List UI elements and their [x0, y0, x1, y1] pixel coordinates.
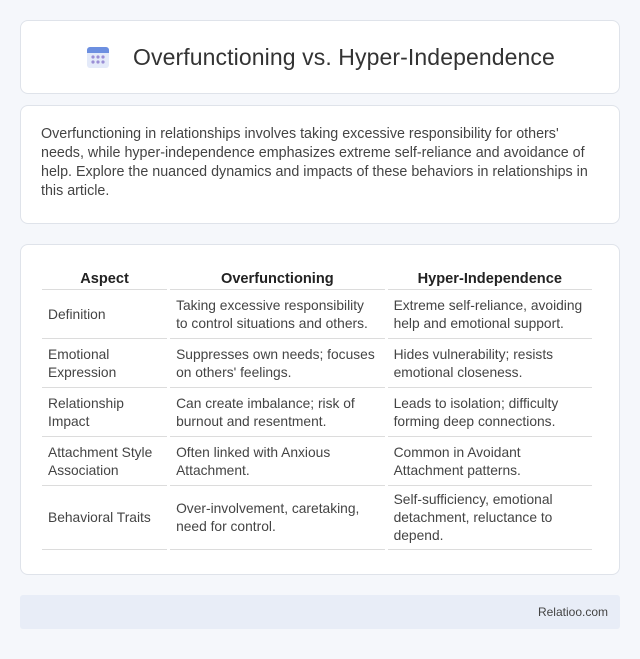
table-cell: Hides vulnerability; resists emotional closeness.: [388, 339, 592, 388]
footer-brand: Relatioo.com: [537, 605, 608, 619]
comparison-card: [20, 244, 620, 575]
intro-text: Overfunctioning in relationships involves taking excessive responsibility for others' needs, while hyper-independence emphasizes extreme self-reliance and avoidance of help. Explore the nuanced dynamics and impacts of these behaviors in relationships in this article.: [41, 126, 588, 199]
calendar-icon: [85, 44, 111, 70]
table-cell: Attachment Style Association: [42, 437, 167, 486]
table-cell: Often linked with Anxious Attachment.: [170, 437, 385, 486]
column-header-overfunctioning: Overfunctioning: [170, 265, 385, 290]
table-cell: Over-involvement, caretaking, need for control.: [170, 486, 385, 550]
table-cell: Leads to isolation; difficulty forming deep connections.: [388, 388, 592, 437]
table-row: [42, 486, 592, 550]
table-cell: Emotional Expression: [42, 339, 167, 388]
column-header-hyper-independence: Hyper-Independence: [388, 265, 592, 290]
comparison-table: [39, 265, 595, 550]
table-cell: Suppresses own needs; focuses on others' feelings.: [170, 339, 385, 388]
table-cell: Extreme self-reliance, avoiding help and emotional support.: [388, 290, 592, 339]
table-row: [42, 290, 592, 339]
table-cell: Definition: [42, 290, 167, 339]
table-row: [42, 339, 592, 388]
intro-card: [20, 105, 620, 224]
footer: [20, 595, 620, 629]
table-header-row: [42, 265, 592, 290]
title-card: [20, 20, 620, 94]
column-header-aspect: Aspect: [42, 265, 167, 290]
table-cell: Common in Avoidant Attachment patterns.: [388, 437, 592, 486]
table-cell: Behavioral Traits: [42, 486, 167, 550]
table-cell: Taking excessive responsibility to control situations and others.: [170, 290, 385, 339]
table-cell: Relationship Impact: [42, 388, 167, 437]
table-cell: Self-sufficiency, emotional detachment, reluctance to depend.: [388, 486, 592, 550]
page-title: Overfunctioning vs. Hyper-Independence: [133, 43, 555, 70]
table-row: [42, 437, 592, 486]
table-row: [42, 388, 592, 437]
table-cell: Can create imbalance; risk of burnout and resentment.: [170, 388, 385, 437]
